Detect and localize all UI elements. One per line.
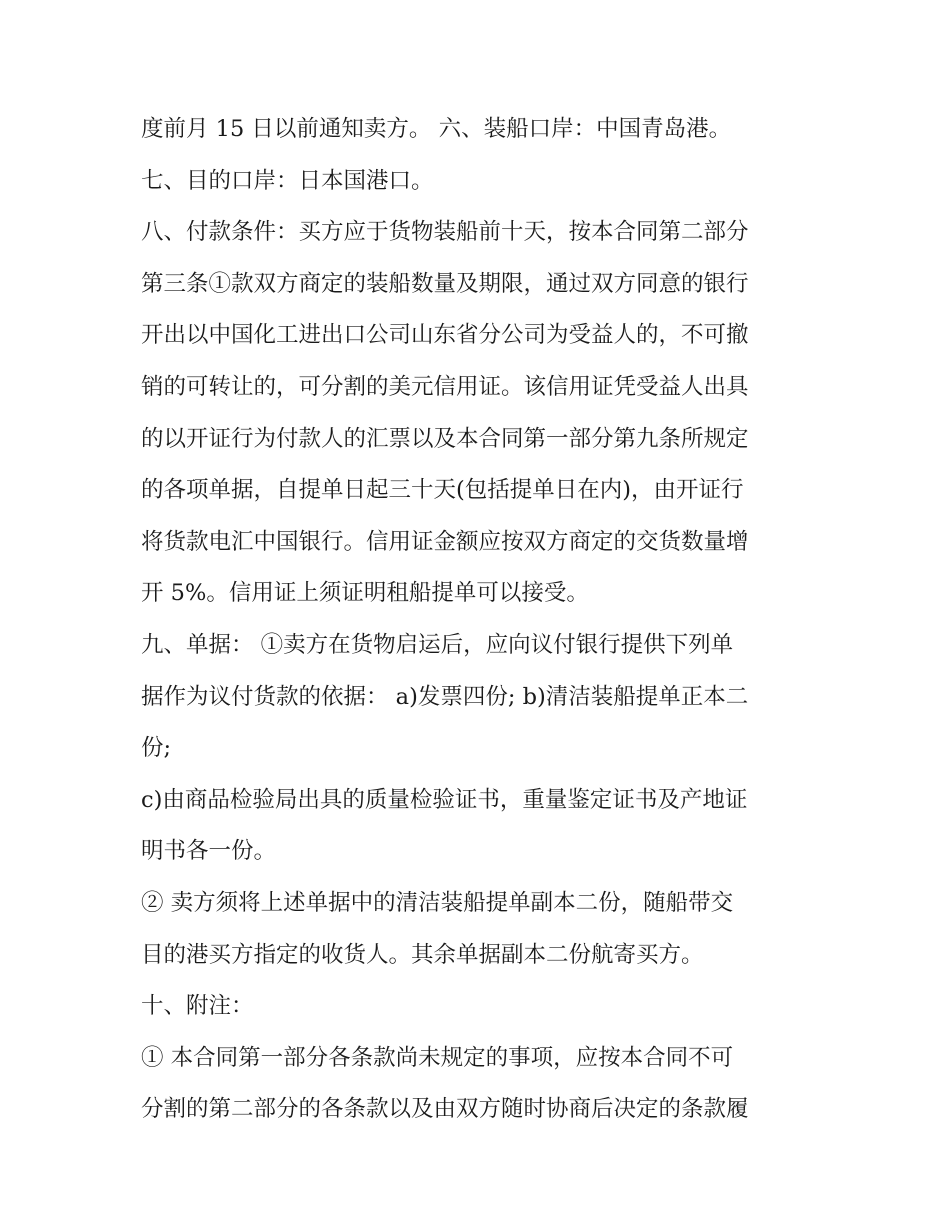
text-line: 开出以中国化工进出口公司山东省分公司为受益人的，不可撤: [141, 322, 749, 349]
text-line: 九、单据： ①卖方在货物启运后，应向议付银行提供下列单: [141, 631, 734, 658]
text-line: 度前月 15 日以前通知卖方。 六、装船口岸：中国青岛港。: [141, 116, 732, 142]
text-line: ② 卖方须将上述单据中的清洁装船提单副本二份，随船带交: [141, 889, 734, 916]
contract-text-body: [141, 104, 831, 1136]
text-line: 的各项单据，自提单日起三十天(包括提单日在内)，由开证行: [141, 477, 744, 504]
text-line: ① 本合同第一部分各条款尚未规定的事项，应按本合同不可: [141, 1044, 734, 1071]
text-line: 据作为议付货款的依据： a)发票四份; b)清洁装船提单正本二: [141, 683, 749, 710]
text-line: 八、付款条件：买方应于货物装船前十天，按本合同第二部分: [141, 219, 749, 246]
text-line: 七、目的口岸：日本国港口。: [141, 167, 434, 194]
text-line: 第三条①款双方商定的装船数量及期限，通过双方同意的银行: [141, 270, 749, 297]
text-line: c)由商品检验局出具的质量检验证书，重量鉴定证书及产地证: [141, 786, 748, 813]
text-line: 目的港买方指定的收货人。其余单据副本二份航寄买方。: [141, 941, 704, 968]
text-line: 将货款电汇中国银行。信用证金额应按双方商定的交货数量增: [141, 528, 749, 555]
text-line: 销的可转让的，可分割的美元信用证。该信用证凭受益人出具: [141, 373, 749, 400]
text-line: 十、附注：: [141, 993, 254, 1020]
text-line: 开 5%。信用证上须证明租船提单可以接受。: [141, 580, 589, 607]
text-line: 的以开证行为付款人的汇票以及本合同第一部分第九条所规定: [141, 425, 749, 452]
text-line: 份;: [141, 735, 172, 762]
text-line: 分割的第二部分的各条款以及由双方随时协商后决定的条款履: [141, 1096, 749, 1123]
text-line: 明书各一份。: [141, 838, 277, 865]
